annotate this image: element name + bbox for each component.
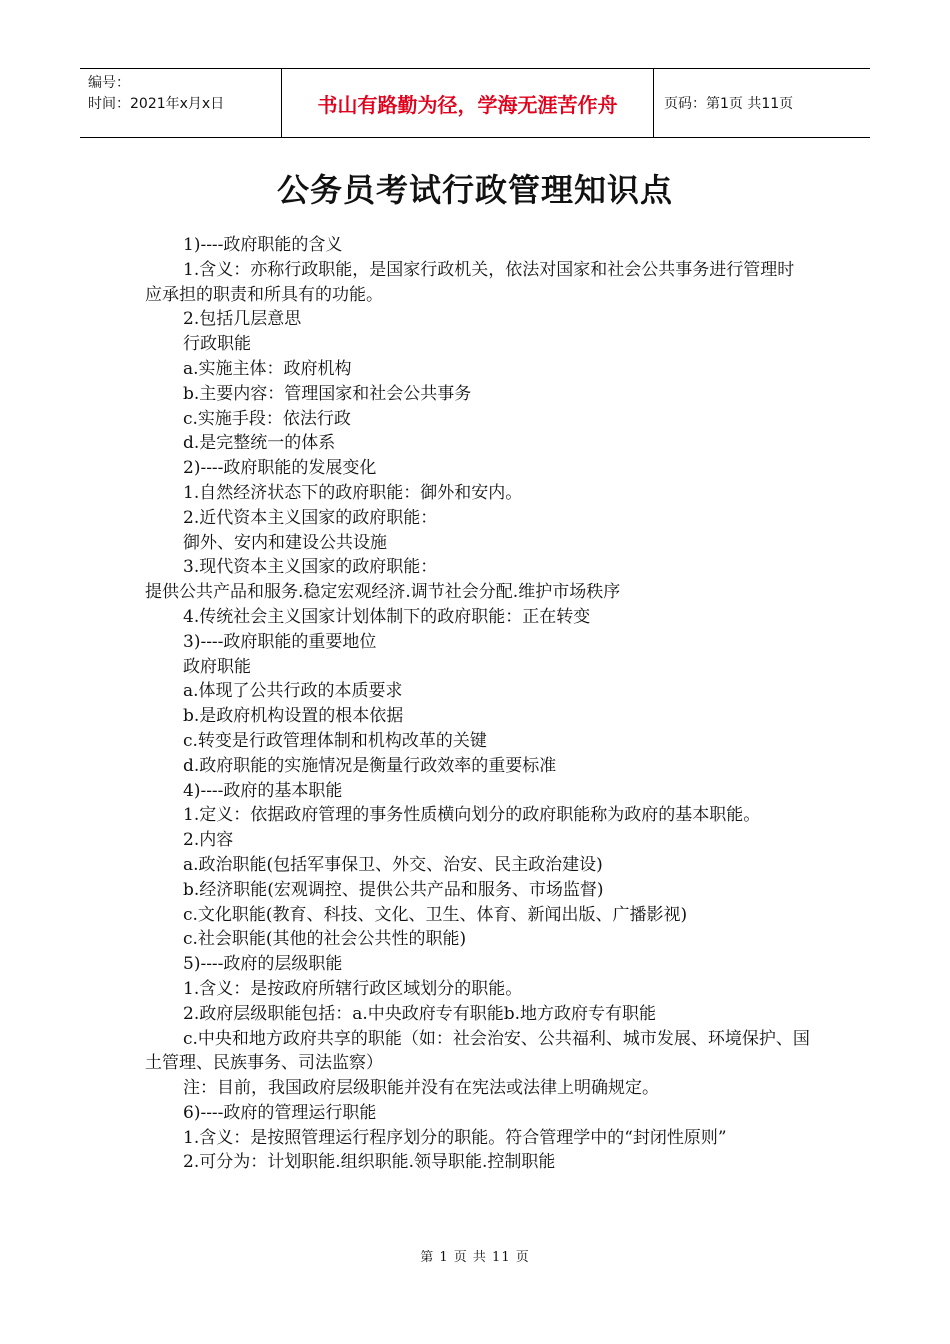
body-paragraph: 5)----政府的层级职能 xyxy=(183,954,343,975)
body-paragraph: 2)----政府职能的发展变化 xyxy=(183,458,377,479)
header-motto-cell xyxy=(281,69,654,137)
body-paragraph: 2.政府层级职能包括：a.中央政府专有职能b.地方政府专有职能 xyxy=(183,1003,657,1024)
body-paragraph: b.是政府机构设置的根本依据 xyxy=(183,706,404,727)
body-paragraph: d.政府职能的实施情况是衡量行政效率的重要标准 xyxy=(183,755,557,776)
body-paragraph: c.实施手段：依法行政 xyxy=(183,408,351,429)
body-paragraph: a.实施主体：政府机构 xyxy=(183,358,352,379)
body-paragraph: 1.含义：亦称行政职能，是国家行政机关，依法对国家和社会公共事务进行管理时应承担的职责和所具有的功能。 xyxy=(145,259,795,305)
body-paragraph: 政府职能 xyxy=(183,656,251,677)
body-paragraph: 行政职能 xyxy=(183,334,251,355)
date-label: 时间：2021年x月x日 xyxy=(88,96,225,112)
document-body xyxy=(145,233,810,1175)
body-paragraph: 4)----政府的基本职能 xyxy=(183,780,343,801)
body-paragraph: 2.内容 xyxy=(183,830,234,851)
body-paragraph: 2.近代资本主义国家的政府职能： xyxy=(183,507,438,528)
body-paragraph: 3.现代资本主义国家的政府职能： xyxy=(183,557,438,578)
body-paragraph: 注：目前，我国政府层级职能并没有在宪法或法律上明确规定。 xyxy=(183,1078,659,1099)
body-paragraph: c.转变是行政管理体制和机构改革的关键 xyxy=(183,730,487,751)
document-title: 公务员考试行政管理知识点 xyxy=(276,171,673,209)
body-paragraph: 1.自然经济状态下的政府职能：御外和安内。 xyxy=(183,482,523,503)
body-paragraph: 提供公共产品和服务.稳定宏观经济.调节社会分配.维护市场秩序 xyxy=(145,582,621,603)
header-page-info xyxy=(654,69,870,137)
body-paragraph: 6)----政府的管理运行职能 xyxy=(183,1102,377,1123)
page-footer: 第 1 页 共 11 页 xyxy=(420,1250,530,1265)
body-paragraph: b.经济职能(宏观调控、提供公共产品和服务、市场监督) xyxy=(183,879,604,900)
body-paragraph: 4.传统社会主义国家计划体制下的政府职能：正在转变 xyxy=(183,606,591,627)
body-paragraph: 御外、安内和建设公共设施 xyxy=(183,532,387,553)
body-paragraph: c.文化职能(教育、科技、文化、卫生、体育、新闻出版、广播影视) xyxy=(183,904,688,925)
header-meta xyxy=(80,69,281,137)
body-paragraph: 3)----政府职能的重要地位 xyxy=(183,631,377,652)
page-info-text: 页码：第1页 共11页 xyxy=(664,96,794,112)
body-paragraph: b.主要内容：管理国家和社会公共事务 xyxy=(183,383,472,404)
body-paragraph: 1.含义：是按照管理运行程序划分的职能。符合管理学中的“封闭性原则” xyxy=(183,1127,727,1148)
body-paragraph: 2.包括几层意思 xyxy=(183,309,302,330)
body-paragraph: d.是完整统一的体系 xyxy=(183,433,336,454)
body-paragraph: 1.含义：是按政府所辖行政区域划分的职能。 xyxy=(183,978,523,999)
body-paragraph: a.体现了公共行政的本质要求 xyxy=(183,681,403,702)
header-table xyxy=(80,68,870,138)
body-paragraph: a.政治职能(包括军事保卫、外交、治安、民主政治建设) xyxy=(183,854,603,875)
motto-text: 书山有路勤为径，学海无涯苦作舟 xyxy=(317,92,618,117)
body-paragraph: 2.可分为：计划职能.组织职能.领导职能.控制职能 xyxy=(183,1152,556,1173)
body-paragraph: 1.定义：依据政府管理的事务性质横向划分的政府职能称为政府的基本职能。 xyxy=(183,805,761,826)
number-label: 编号： xyxy=(88,75,130,91)
body-paragraph: 1)----政府职能的含义 xyxy=(183,235,343,255)
body-paragraph: c.社会职能(其他的社会公共性的职能) xyxy=(183,929,467,950)
body-paragraph: c.中央和地方政府共享的职能（如：社会治安、公共福利、城市发展、环境保护、国土管理、民族事务、司法监察） xyxy=(145,1028,810,1074)
